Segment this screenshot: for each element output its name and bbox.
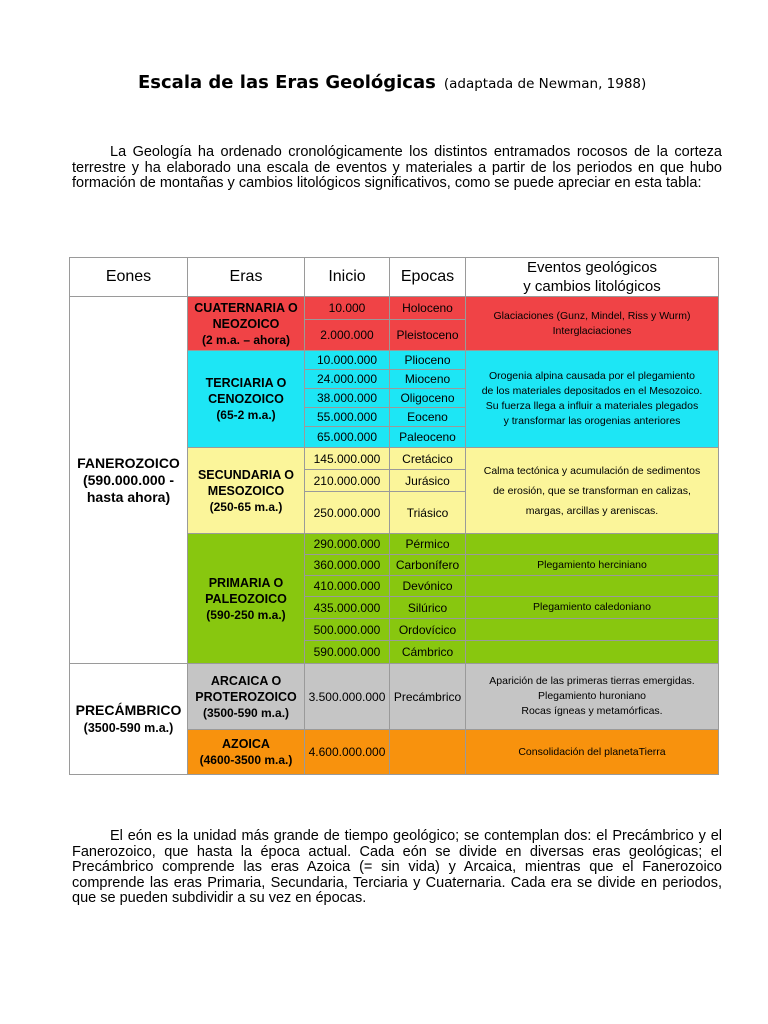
era-secundaria-line1: SECUNDARIA O (197, 467, 295, 482)
era-primaria-range: (590-250 m.a.) (206, 607, 286, 622)
events-terciaria-line3: Su fuerza llega a influir a materiales plegados (485, 400, 699, 412)
inicio-cell: 290.000.000 (305, 534, 390, 555)
geologic-eras-table (69, 257, 719, 775)
era-secundaria-line2: MESOZOICO (207, 483, 285, 498)
inicio-cell: 360.000.000 (305, 555, 390, 576)
epoca-cell: Jurásico (390, 470, 466, 492)
table-header-row (70, 258, 719, 297)
era-arcaica (188, 664, 305, 730)
inicio-cell: 4.600.000.000 (305, 730, 390, 775)
intro-paragraph: La Geología ha ordenado cronológicamente los distintos entramados rocosos de la corteza terrestre y ha elaborado una escala de eventos y materiales a partir de los periodos en que hubo formación de montañas y cambios litológicos significativos, como se puede apreciar en esta tabla: (72, 144, 722, 191)
events-cell (466, 619, 719, 641)
era-arcaica-line1: ARCAICA O (210, 673, 282, 688)
epoca-cell: Eoceno (390, 408, 466, 427)
era-arcaica-range: (3500-590 m.a.) (202, 705, 290, 720)
inicio-cell: 10.000.000 (305, 351, 390, 370)
epoca-cell: Paleoceno (390, 427, 466, 448)
header-eras: Eras (188, 258, 305, 297)
era-azoica-range: (4600-3500 m.a.) (199, 753, 293, 767)
epoca-cell: Oligoceno (390, 389, 466, 408)
inicio-cell: 210.000.000 (305, 470, 390, 492)
epoca-cell: Holoceno (390, 297, 466, 320)
inicio-cell: 435.000.000 (305, 597, 390, 619)
header-eventos (466, 258, 719, 297)
era-cuaternaria-line2: NEOZOICO (212, 316, 280, 331)
eon-fanerozoico-range-2: hasta ahora) (86, 488, 171, 505)
events-cuaternaria (466, 297, 719, 351)
era-terciaria-line2: CENOZOICO (208, 392, 284, 406)
inicio-cell: 38.000.000 (305, 389, 390, 408)
inicio-cell: 2.000.000 (305, 320, 390, 351)
events-herciniano: Plegamiento herciniano (466, 555, 719, 576)
eon-precambrico-name: PRECÁMBRICO (75, 701, 182, 718)
epoca-cell: Triásico (390, 492, 466, 534)
era-terciaria-line1: TERCIARIA O (205, 376, 287, 390)
era-terciaria (188, 351, 305, 448)
events-secundaria-line2: de erosión, que se transforman en calizas, (493, 484, 691, 497)
events-caledoniano: Plegamiento caledoniano (466, 597, 719, 619)
events-secundaria-line3: margas, arcillas y areniscas. (525, 504, 659, 517)
era-terciaria-range: (65-2 m.a.) (216, 408, 276, 422)
events-cell (466, 534, 719, 555)
events-cell (466, 641, 719, 664)
inicio-cell: 145.000.000 (305, 448, 390, 470)
inicio-cell: 590.000.000 (305, 641, 390, 664)
events-azoica: Consolidación del planetaTierra (466, 730, 719, 775)
events-cuaternaria-line1: Glaciaciones (Gunz, Mindel, Riss y Wurm) (493, 309, 691, 322)
header-epocas: Epocas (390, 258, 466, 297)
era-cuaternaria-line1: CUATERNARIA O (194, 300, 298, 315)
inicio-cell: 24.000.000 (305, 370, 390, 389)
inicio-cell: 10.000 (305, 297, 390, 320)
events-terciaria-line4: y transformar las orogenias anteriores (503, 415, 681, 427)
eon-precambrico (70, 664, 188, 775)
events-secundaria-line1: Calma tectónica y acumulación de sedimentos (483, 464, 701, 477)
epoca-cell (390, 730, 466, 775)
epoca-cell: Ordovícico (390, 619, 466, 641)
epoca-cell: Silúrico (390, 597, 466, 619)
epoca-cell: Plioceno (390, 351, 466, 370)
era-cuaternaria (188, 297, 305, 351)
era-secundaria-range: (250-65 m.a.) (209, 499, 283, 514)
eon-fanerozoico-range-1: (590.000.000 - (82, 471, 175, 488)
events-arcaica-line2: Plegamiento huroniano (538, 690, 646, 702)
title-main: Escala de las Eras Geológicas (138, 72, 436, 93)
events-arcaica-line1: Aparición de las primeras tierras emergidas. (489, 675, 695, 687)
epoca-cell: Cretácico (390, 448, 466, 470)
events-arcaica-line3: Rocas ígneas y metamórficas. (521, 705, 663, 717)
events-secundaria (466, 448, 719, 534)
eon-fanerozoico (70, 297, 188, 664)
era-azoica (188, 730, 305, 775)
epoca-cell: Precámbrico (390, 664, 466, 730)
inicio-cell: 250.000.000 (305, 492, 390, 534)
page-title (138, 72, 646, 93)
era-primaria-line2: PALEOZOICO (205, 591, 287, 606)
table-row (70, 297, 719, 320)
epoca-cell: Mioceno (390, 370, 466, 389)
events-terciaria-line1: Orogenia alpina causada por el plegamiento (488, 370, 696, 382)
era-cuaternaria-range: (2 m.a. – ahora) (201, 332, 291, 347)
events-cuaternaria-line2: Interglaciaciones (552, 324, 632, 337)
era-arcaica-line2: PROTEROZOICO (195, 689, 297, 704)
inicio-cell: 3.500.000.000 (305, 664, 390, 730)
outro-paragraph: El eón es la unidad más grande de tiempo geológico; se contemplan dos: el Precámbrico y el Fanerozoico, que hasta la época actual. Cada eón se divide en diversas eras geológicas; el Precámbrico comprende las eras Azoica (= sin vida) y Arcaica, mientras que el Fanerozoico comprende las eras Primaria, Secundaria, Terciaria y Cuaternaria. Cada era se divide en periodos, que se pueden subdividir a su vez en épocas. (72, 828, 722, 906)
events-terciaria-line2: de los materiales depositados en el Mesozoico. (481, 385, 703, 397)
title-subtitle: (adaptada de Newman, 1988) (443, 76, 647, 92)
era-secundaria (188, 448, 305, 534)
era-primaria-line1: PRIMARIA O (208, 575, 284, 590)
inicio-cell: 410.000.000 (305, 576, 390, 597)
era-azoica-line1: AZOICA (222, 737, 270, 751)
header-eones: Eones (70, 258, 188, 297)
inicio-cell: 65.000.000 (305, 427, 390, 448)
epoca-cell: Devónico (390, 576, 466, 597)
events-terciaria (466, 351, 719, 448)
header-eventos-line2: y cambios litológicos (523, 278, 661, 295)
inicio-cell: 55.000.000 (305, 408, 390, 427)
inicio-cell: 500.000.000 (305, 619, 390, 641)
events-arcaica (466, 664, 719, 730)
era-primaria (188, 534, 305, 664)
header-eventos-line1: Eventos geológicos (526, 259, 658, 276)
epoca-cell: Pérmico (390, 534, 466, 555)
events-cell (466, 576, 719, 597)
epoca-cell: Carbonífero (390, 555, 466, 576)
epoca-cell: Cámbrico (390, 641, 466, 664)
epoca-cell: Pleistoceno (390, 320, 466, 351)
eon-fanerozoico-name: FANEROZOICO (77, 454, 180, 471)
eon-precambrico-range: (3500-590 m.a.) (83, 720, 174, 735)
header-inicio: Inicio (305, 258, 390, 297)
table-row (70, 664, 719, 730)
